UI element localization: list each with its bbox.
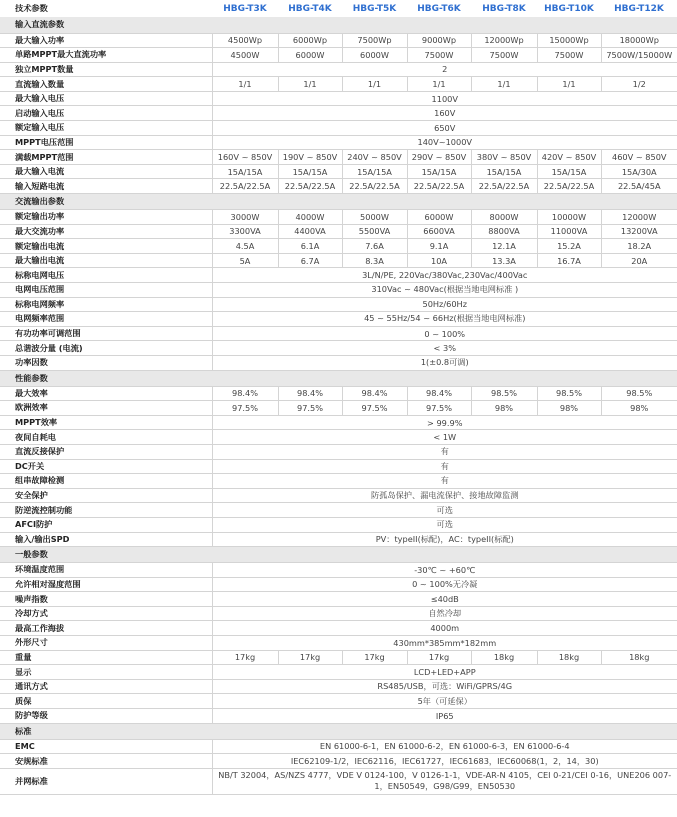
spec-label: 通讯方式 (0, 679, 212, 694)
spec-value: 有 (212, 459, 677, 474)
spec-value: 6000W (278, 48, 342, 63)
spec-value: 190V ~ 850V (278, 150, 342, 165)
header-row (0, 0, 677, 17)
spec-value: 5A (212, 253, 278, 268)
spec-value: NB/T 32004，AS/NZS 4777，VDE V 0124-100，V 0126-1-1，VDE-AR-N 4105，CEI 0-21/CEI 0-16，UNE206 007-1，EN50549，G98/G99，EN50530 (212, 768, 677, 794)
spec-value: 380V ~ 850V (471, 150, 537, 165)
section-header-row (0, 547, 677, 563)
spec-label: 额定输出电流 (0, 239, 212, 254)
spec-value: 10A (407, 253, 471, 268)
section-header-row (0, 194, 677, 210)
spec-value: 97.5% (278, 401, 342, 416)
spec-value: 7500W (471, 48, 537, 63)
spec-label: MPPT效率 (0, 415, 212, 430)
spec-row (0, 709, 677, 724)
spec-label: 最高工作海拔 (0, 621, 212, 636)
spec-row (0, 268, 677, 283)
spec-label: 允许相对湿度范围 (0, 577, 212, 592)
section-title: 交流输出参数 (0, 194, 677, 210)
spec-value: < 3% (212, 341, 677, 356)
spec-value: 18kg (537, 650, 601, 665)
spec-value: 有 (212, 474, 677, 489)
spec-value: 22.5A/22.5A (471, 179, 537, 194)
spec-label: 最大效率 (0, 386, 212, 401)
spec-value: 15A/15A (537, 164, 601, 179)
spec-value: 3000W (212, 210, 278, 225)
section-header-row (0, 370, 677, 386)
spec-label: 外形尺寸 (0, 636, 212, 651)
spec-label: AFCI防护 (0, 517, 212, 532)
spec-label: 组串故障检测 (0, 474, 212, 489)
spec-value: 98.4% (342, 386, 407, 401)
spec-value: 4500Wp (212, 33, 278, 48)
spec-value: -30℃ ~ +60℃ (212, 563, 677, 578)
spec-value: 4400VA (278, 224, 342, 239)
section-title: 性能参数 (0, 370, 677, 386)
spec-value: 140V~1000V (212, 135, 677, 150)
spec-label: 额定输入电压 (0, 121, 212, 136)
spec-value: 1/1 (342, 77, 407, 92)
spec-row (0, 224, 677, 239)
spec-label: 最大输出电流 (0, 253, 212, 268)
spec-value: EN 61000-6-1，EN 61000-6-2，EN 61000-6-3，EN 61000-6-4 (212, 739, 677, 754)
spec-value: 12.1A (471, 239, 537, 254)
spec-value: 15A/30A (601, 164, 677, 179)
spec-label: 最大交流功率 (0, 224, 212, 239)
spec-label: 标称电网电压 (0, 268, 212, 283)
model-header: HBG-T8K (482, 3, 526, 14)
spec-label: 直流反接保护 (0, 444, 212, 459)
spec-row (0, 503, 677, 518)
spec-row (0, 532, 677, 547)
spec-row (0, 517, 677, 532)
spec-value: 98% (537, 401, 601, 416)
spec-value: 290V ~ 850V (407, 150, 471, 165)
spec-label: 电网频率范围 (0, 312, 212, 327)
spec-row (0, 563, 677, 578)
spec-row (0, 33, 677, 48)
spec-row (0, 415, 677, 430)
spec-value: 98.5% (471, 386, 537, 401)
spec-row (0, 106, 677, 121)
spec-value: 15000Wp (537, 33, 601, 48)
spec-value: 22.5A/22.5A (537, 179, 601, 194)
spec-value: RS485/USB，可选：WiFi/GPRS/4G (212, 679, 677, 694)
spec-label: 最大输入电压 (0, 91, 212, 106)
spec-value: 22.5A/22.5A (212, 179, 278, 194)
spec-label: DC开关 (0, 459, 212, 474)
spec-value: 5500VA (342, 224, 407, 239)
spec-row (0, 62, 677, 77)
spec-value: 8800VA (471, 224, 537, 239)
spec-row (0, 444, 677, 459)
spec-value: 22.5A/45A (601, 179, 677, 194)
spec-row (0, 239, 677, 254)
model-header: HBG-T3K (223, 3, 267, 14)
spec-value: 15A/15A (471, 164, 537, 179)
spec-value: 17kg (212, 650, 278, 665)
spec-label: 并网标准 (0, 768, 212, 794)
spec-value: 可选 (212, 503, 677, 518)
spec-label: 噪声指数 (0, 592, 212, 607)
spec-value: 0 ~ 100% (212, 326, 677, 341)
spec-value: IEC62109-1/2，IEC62116，IEC61727，IEC61683，IEC60068(1，2，14，30) (212, 754, 677, 769)
spec-label: MPPT电压范围 (0, 135, 212, 150)
spec-value: 6000Wp (278, 33, 342, 48)
spec-value: 460V ~ 850V (601, 150, 677, 165)
spec-value: 160V (212, 106, 677, 121)
spec-value: 4000W (278, 210, 342, 225)
table-title: 技术参数 (15, 3, 48, 13)
spec-row (0, 179, 677, 194)
spec-value: 98.4% (278, 386, 342, 401)
spec-value: 1/1 (537, 77, 601, 92)
spec-value: 1/1 (212, 77, 278, 92)
spec-label: 安全保护 (0, 488, 212, 503)
spec-value: 12000W (601, 210, 677, 225)
spec-value: 9000Wp (407, 33, 471, 48)
model-header: HBG-T6K (417, 3, 461, 14)
spec-value: 15A/15A (278, 164, 342, 179)
spec-row (0, 694, 677, 709)
spec-row (0, 577, 677, 592)
spec-row (0, 621, 677, 636)
spec-row (0, 210, 677, 225)
spec-row (0, 355, 677, 370)
spec-value: 3L/N/PE, 220Vac/380Vac,230Vac/400Vac (212, 268, 677, 283)
spec-value: 1/2 (601, 77, 677, 92)
spec-value: 18kg (601, 650, 677, 665)
spec-value: 4500W (212, 48, 278, 63)
spec-value: 98% (601, 401, 677, 416)
spec-row (0, 754, 677, 769)
spec-label: 输入/输出SPD (0, 532, 212, 547)
spec-value: 18000Wp (601, 33, 677, 48)
spec-value: 4.5A (212, 239, 278, 254)
spec-row (0, 326, 677, 341)
spec-value: 1100V (212, 91, 677, 106)
spec-label: 防护等级 (0, 709, 212, 724)
spec-value: 6600VA (407, 224, 471, 239)
spec-row (0, 636, 677, 651)
spec-value: 5年（可延保） (212, 694, 677, 709)
spec-value: 98% (471, 401, 537, 416)
spec-value: 97.5% (212, 401, 278, 416)
spec-value: LCD+LED+APP (212, 665, 677, 680)
spec-value: 22.5A/22.5A (278, 179, 342, 194)
model-header: HBG-T10K (544, 3, 594, 14)
spec-value: 自然冷却 (212, 606, 677, 621)
spec-value: 7500W (537, 48, 601, 63)
spec-label: 启动输入电压 (0, 106, 212, 121)
section-title: 一般参数 (0, 547, 677, 563)
spec-value: 22.5A/22.5A (342, 179, 407, 194)
spec-row (0, 341, 677, 356)
spec-value: 98.4% (212, 386, 278, 401)
spec-row (0, 48, 677, 63)
spec-value: 15A/15A (407, 164, 471, 179)
spec-label: 直流输入数量 (0, 77, 212, 92)
spec-value: 98.5% (601, 386, 677, 401)
spec-row (0, 459, 677, 474)
spec-value: 10000W (537, 210, 601, 225)
model-header: HBG-T12K (614, 3, 664, 14)
spec-row (0, 592, 677, 607)
spec-label: 额定输出功率 (0, 210, 212, 225)
spec-row (0, 135, 677, 150)
spec-value: 8.3A (342, 253, 407, 268)
spec-value: 97.5% (342, 401, 407, 416)
spec-row (0, 430, 677, 445)
model-header: HBG-T4K (288, 3, 332, 14)
section-title: 输入直流参数 (0, 17, 677, 33)
spec-label: EMC (0, 739, 212, 754)
spec-row (0, 488, 677, 503)
spec-value: 97.5% (407, 401, 471, 416)
spec-label: 独立MPPT数量 (0, 62, 212, 77)
spec-row (0, 312, 677, 327)
spec-label: 单路MPPT最大直流功率 (0, 48, 212, 63)
spec-value: 430mm*385mm*182mm (212, 636, 677, 651)
spec-label: 重量 (0, 650, 212, 665)
spec-value: 防孤岛保护、漏电流保护、接地故障监测 (212, 488, 677, 503)
spec-row (0, 121, 677, 136)
spec-value: 98.5% (537, 386, 601, 401)
spec-row (0, 77, 677, 92)
spec-value: 6.1A (278, 239, 342, 254)
spec-row (0, 253, 677, 268)
spec-row (0, 150, 677, 165)
spec-row (0, 91, 677, 106)
spec-value: 16.7A (537, 253, 601, 268)
spec-value: 18kg (471, 650, 537, 665)
spec-value: 1(±0.8可调) (212, 355, 677, 370)
spec-value: 6.7A (278, 253, 342, 268)
spec-value: 17kg (407, 650, 471, 665)
spec-label: 有功功率可调范围 (0, 326, 212, 341)
spec-value: 7.6A (342, 239, 407, 254)
spec-value: 13200VA (601, 224, 677, 239)
spec-label: 环境温度范围 (0, 563, 212, 578)
spec-value: 12000Wp (471, 33, 537, 48)
spec-value: 240V ~ 850V (342, 150, 407, 165)
spec-label: 功率因数 (0, 355, 212, 370)
spec-value: 3300VA (212, 224, 278, 239)
spec-value: 13.3A (471, 253, 537, 268)
spec-row (0, 679, 677, 694)
section-title: 标准 (0, 723, 677, 739)
spec-row (0, 164, 677, 179)
spec-row (0, 768, 677, 794)
spec-row (0, 606, 677, 621)
spec-value: 15A/15A (342, 164, 407, 179)
spec-row (0, 283, 677, 298)
spec-value: 6000W (342, 48, 407, 63)
spec-value: 17kg (342, 650, 407, 665)
spec-label: 冷却方式 (0, 606, 212, 621)
spec-value: 0 ~ 100%无冷凝 (212, 577, 677, 592)
spec-value: < 1W (212, 430, 677, 445)
model-header: HBG-T5K (352, 3, 397, 14)
spec-label: 质保 (0, 694, 212, 709)
spec-value: 15.2A (537, 239, 601, 254)
spec-label: 输入短路电流 (0, 179, 212, 194)
spec-value: ≤40dB (212, 592, 677, 607)
spec-row (0, 386, 677, 401)
spec-value: 420V ~ 850V (537, 150, 601, 165)
spec-value: 50Hz/60Hz (212, 297, 677, 312)
spec-value: PV：typeII(标配)，AC：typeII(标配) (212, 532, 677, 547)
spec-value: 7500W/15000W (601, 48, 677, 63)
spec-label: 最大输入电流 (0, 164, 212, 179)
spec-value: 4000m (212, 621, 677, 636)
spec-value: 98.4% (407, 386, 471, 401)
spec-value: 7500Wp (342, 33, 407, 48)
spec-value: 17kg (278, 650, 342, 665)
spec-row (0, 474, 677, 489)
spec-value: 22.5A/22.5A (407, 179, 471, 194)
spec-label: 满载MPPT范围 (0, 150, 212, 165)
spec-value: 1/1 (407, 77, 471, 92)
spec-row (0, 665, 677, 680)
spec-value: 9.1A (407, 239, 471, 254)
spec-value: 可选 (212, 517, 677, 532)
spec-label: 最大输入功率 (0, 33, 212, 48)
spec-label: 防逆流控制功能 (0, 503, 212, 518)
spec-value: 有 (212, 444, 677, 459)
spec-value: 1/1 (471, 77, 537, 92)
spec-value: 7500W (407, 48, 471, 63)
spec-label: 欧洲效率 (0, 401, 212, 416)
spec-label: 夜间自耗电 (0, 430, 212, 445)
spec-row (0, 739, 677, 754)
section-header-row (0, 17, 677, 33)
spec-label: 总谐波分量 (电流) (0, 341, 212, 356)
spec-value: 2 (212, 62, 677, 77)
spec-label: 电网电压范围 (0, 283, 212, 298)
spec-value: 5000W (342, 210, 407, 225)
spec-value: IP65 (212, 709, 677, 724)
spec-value: 11000VA (537, 224, 601, 239)
spec-value: 160V ~ 850V (212, 150, 278, 165)
spec-value: > 99.9% (212, 415, 677, 430)
spec-row (0, 297, 677, 312)
spec-value: 15A/15A (212, 164, 278, 179)
spec-value: 18.2A (601, 239, 677, 254)
spec-value: 6000W (407, 210, 471, 225)
spec-value: 650V (212, 121, 677, 136)
spec-label: 显示 (0, 665, 212, 680)
spec-label: 标称电网频率 (0, 297, 212, 312)
spec-value: 310Vac ~ 480Vac(根据当地电网标准 ) (212, 283, 677, 298)
spec-value: 20A (601, 253, 677, 268)
spec-row (0, 401, 677, 416)
spec-row (0, 650, 677, 665)
spec-value: 1/1 (278, 77, 342, 92)
spec-label: 安规标准 (0, 754, 212, 769)
spec-value: 45 ~ 55Hz/54 ~ 66Hz(根据当地电网标准) (212, 312, 677, 327)
section-header-row (0, 723, 677, 739)
spec-value: 8000W (471, 210, 537, 225)
